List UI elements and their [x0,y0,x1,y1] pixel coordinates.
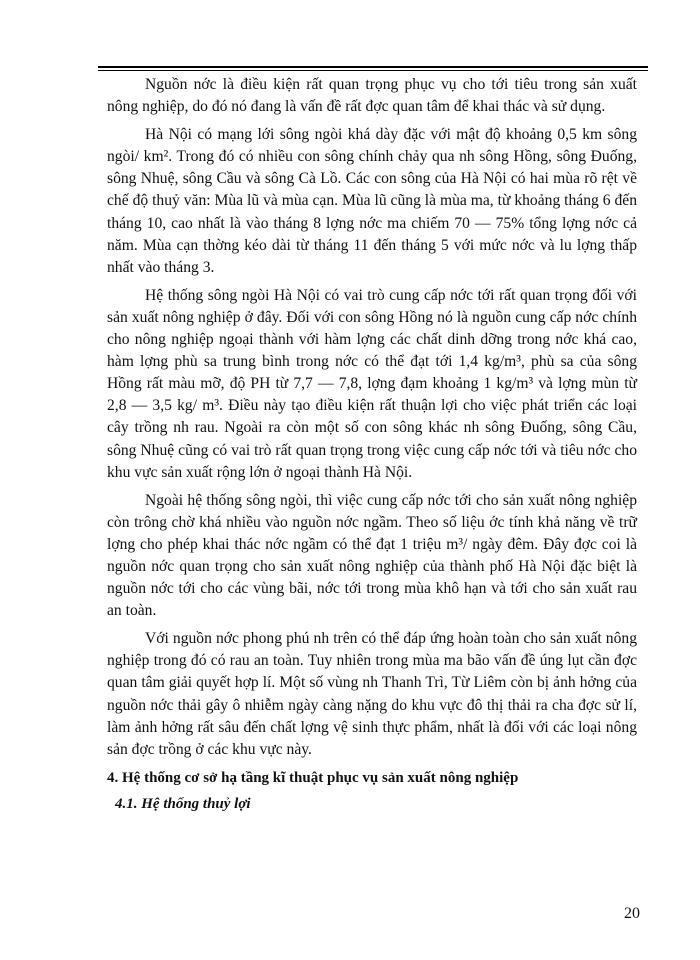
body-text [107,74,637,815]
paragraph-water-source: Nguồn nớc là điều kiện rất quan trọng phục vụ cho tới tiêu trong sản xuất nông nghiệp, do đó nó đang là vấn đề rất đợc quan tâm để khai thác và sử dụng. [107,76,637,116]
paragraph-water-conclusion: Với nguồn nớc phong phú nh trên có thể đáp ứng hoàn toàn cho sản xuất nông nghiệp trong đó có rau an toàn. Tuy nhiên trong mùa ma bão vấn đề úng lụt cần đợc quan tâm giải quyết hợp lí. Một số vùng nh Thanh Trì, Từ Liêm còn bị ảnh hởng của nguồn nớc thải gây ô nhiễm ngày càng nặng do khu vực đô thị thải ra cha đợc sử lí, làm ảnh hởng rất sâu đến chất lợng vệ sinh thực phẩm, nhất là đối với các loại nông sản đợc trồng ở các khu vực này. [107,630,637,758]
paragraph-river-system: Hệ thống sông ngòi Hà Nội có vai trò cung cấp nớc tới rất quan trọng đối với sản xuất nông nghiệp ở đây. Đối với con sông Hồng nó là nguồn cung cấp nớc chính cho nông nghiệp ngoại thành với hàm lợng các chất dinh dỡng trong nớc khá cao, hàm lợng phù sa trung bình trong nớc có thể đạt tới 1,4 kg/m³, phù sa của sông Hồng rất màu mỡ, độ PH từ 7,7 — 7,8, lợng đạm khoảng 1 kg/m³ và lợng mùn từ 2,8 — 3,5 kg/ m³. Điều này tạo điều kiện rất thuận lợi cho việc phát triển các loại cây trồng nh rau. Ngoài ra còn một số con sông khác nh sông Đuống, sông Cầu, sông Nhuệ cũng có vai trò rất quan trọng trong việc cung cấp nớc tới và tiêu nớc cho khu vực sản xuất rộng lớn ở ngoại thành Hà Nội. [107,286,637,481]
header-rule-thin [98,70,648,71]
paragraph-groundwater: Ngoài hệ thống sông ngòi, thì việc cung cấp nớc tới cho sản xuất nông nghiệp còn trông chờ khá nhiều vào nguồn nớc ngầm. Theo số liệu ớc tính khả năng về trữ lợng cho phép khai thác nớc ngầm có thể đạt 1 triệu m³/ ngày đêm. Đây đợc coi là nguồn nớc quan trọng cho sản xuất nông nghiệp của thành phố Hà Nội đặc biệt là nguồn nớc tới cho các vùng bãi, nớc tới trong mùa khô hạn và tới cho sản xuất rau an toàn. [107,491,637,620]
section-heading: 4. Hệ thống cơ sở hạ tầng kĩ thuật phục vụ sản xuất nông nghiệp [107,769,519,786]
page-number: 20 [624,905,640,922]
paragraph-river-network: Hà Nội có mạng lới sông ngòi khá dày đặc với mật độ khoảng 0,5 km sông ngòi/ km². Trong đó có nhiều con sông chính chảy qua nh sông Hồng, sông Đuống, sông Nhuệ, sông Cầu và sông Cà Lồ. Các con sông của Hà Nội có hai mùa rõ rệt về chế độ thuỷ văn: Mùa lũ và mùa cạn. Mùa lũ cũng là mùa ma, từ khoảng tháng 6 đến tháng 10, cao nhất là vào tháng 8 lợng nớc ma chiếm 70 — 75% tổng lợng nớc cả năm. Mùa cạn thờng kéo dài từ tháng 11 đến tháng 5 với mức nớc và lu lợng thấp nhất vào tháng 3. [107,126,637,276]
subsection-heading: 4.1. Hệ thống thuỷ lợi [115,795,251,812]
header-rule [98,66,648,68]
